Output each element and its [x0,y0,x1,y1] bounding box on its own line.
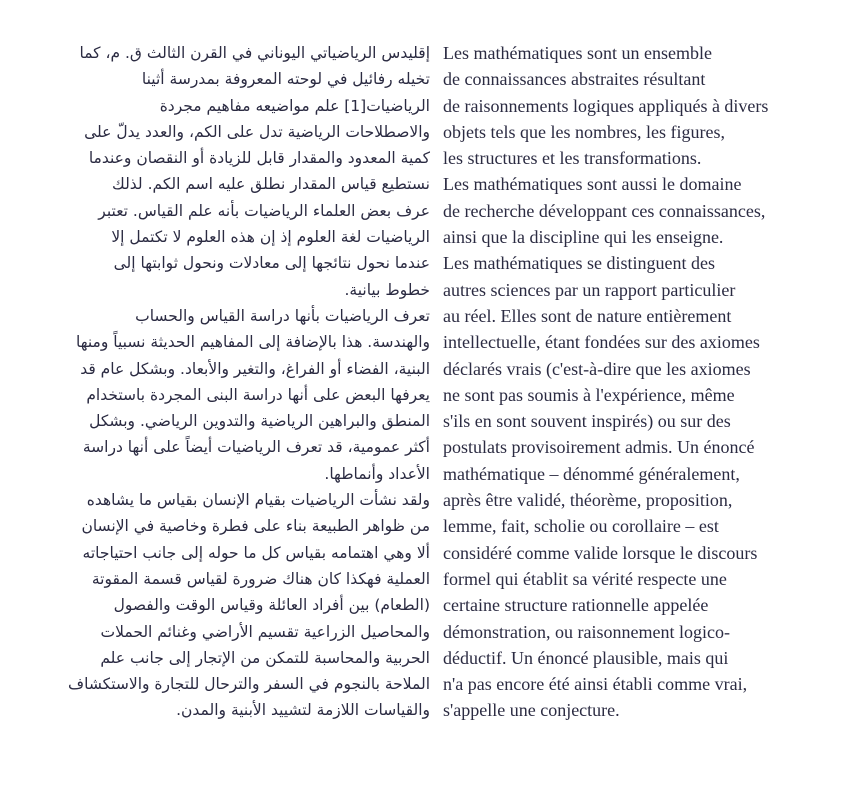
text-line: ولقد نشأت الرياضيات بقيام الإنسان بقياس ما يشاهده [86,491,430,510]
text-line: الرياضيات[1] علم مواضيعه مفاهيم مجردة [159,96,430,115]
text-line: formel qui établit sa vérité respecte une [443,568,727,589]
text-line: n'a pas encore été ainsi établi comme vrai, [443,674,748,695]
text-line: نستطيع قياس المقدار نطلق عليه اسم الكم. لذلك [112,175,430,194]
text-line: mathématique – dénommé généralement, [443,463,740,484]
text-line: de recherche développant ces connaissances, [443,200,766,221]
text-line: les structures et les transformations. [443,148,702,169]
french-text-column [443,40,808,724]
text-line: الحربية والمحاسبة للتمكن من الإتجار إلى جانب علم [100,648,430,667]
text-line: تعرف الرياضيات بأنها دراسة القياس والحساب [135,306,430,325]
text-line: الأعداد وأنماطها. [324,464,430,483]
text-line: والاصطلاحات الرياضية تدل على الكم، والعدد يدلّ على [84,122,430,141]
text-line: autres sciences par un rapport particulier [443,279,736,300]
text-line: démonstration, ou raisonnement logico- [443,621,730,642]
text-line: de connaissances abstraites résultant [443,69,706,90]
text-line: déductif. Un énoncé plausible, mais qui [443,647,729,668]
text-line: déclarés vrais (c'est-à-dire que les axiomes [443,358,751,379]
text-line: intellectuelle, étant fondées sur des axiomes [443,332,760,353]
text-line: يعرفها البعض على أنها دراسة البنى المجردة باستخدام [86,385,430,404]
text-line: والمحاصيل الزراعية تقسيم الأراضي وغنائم الحملات [100,622,430,641]
text-line: Les mathématiques sont un ensemble [443,43,712,63]
text-line: objets tels que les nombres, les figures, [443,121,725,142]
text-line: après être validé, théorème, proposition, [443,490,733,511]
text-line: والقياسات اللازمة لتشييد الأبنية والمدن. [176,701,430,720]
arabic-text-column [16,40,430,724]
text-line: أكثر عمومية، قد تعرف الرياضيات أيضاً على أنها دراسة [82,438,430,457]
text-line: والهندسة. هذا بالإضافة إلى المفاهيم الحديثة نسبياً ومنها [76,333,430,352]
text-line: ne sont pas soumis à l'expérience, même [443,384,735,405]
text-line: تخيله رفائيل في لوحته المعروفة بمدرسة أثينا [141,70,430,89]
text-line: certaine structure rationnelle appelée [443,595,709,616]
text-line: إقليدس الرياضياتي اليوناني في القرن الثالث ق. م، كما [79,44,430,62]
text-line: de raisonnements logiques appliqués à divers [443,95,769,116]
text-line: ainsi que la discipline qui les enseigne. [443,227,724,248]
text-line: ألا وهي اهتمامه بقياس كل ما حوله إلى جانب احتياجاته [82,543,430,562]
text-line: العملية فهكذا كان هناك ضرورة لقياس قسمة المقوتة [91,569,430,588]
text-line: lemme, fait, scholie ou corollaire – est [443,516,719,537]
text-line: المنطق والبراهين الرياضية والتدوين الرياضي. وبشكل [89,412,430,431]
text-line: عندما نحول نتائجها إلى معادلات ونحول ثوابتها إلى [113,254,430,273]
text-line: من ظواهر الطبيعة بناء على فطرة وخاصية في الإنسان [81,517,430,536]
text-line: عرف بعض العلماء الرياضيات بأنه علم القياس. تعتبر [98,201,430,220]
text-line: considéré comme valide lorsque le discours [443,542,758,563]
text-line: البنية، الفضاء أو الفراغ، والتغير والأبعاد. وبشكل عام قد [80,359,430,378]
text-line: الرياضيات لغة العلوم إذ إن هذه العلوم لا تكتمل إلا [111,228,430,247]
text-line: خطوط بيانية. [344,280,430,299]
text-line: au réel. Elles sont de nature entièrement [443,305,732,326]
text-line: Les mathématiques sont aussi le domaine [443,174,742,195]
text-line: (الطعام) بين أفراد العائلة وقياس الوقت والفصول [113,596,430,615]
text-line: postulats provisoirement admis. Un énoncé [443,437,755,458]
text-line: s'ils en sont souvent inspirés) ou sur des [443,411,731,432]
text-line: Les mathématiques se distinguent des [443,253,715,274]
text-line: كمية المعدود والمقدار قابل للزيادة أو النقصان وعندما [88,149,430,168]
text-line: s'appelle une conjecture. [443,700,620,721]
text-line: الملاحة بالنجوم في السفر والترحال للتجارة والاستكشاف [68,675,430,694]
